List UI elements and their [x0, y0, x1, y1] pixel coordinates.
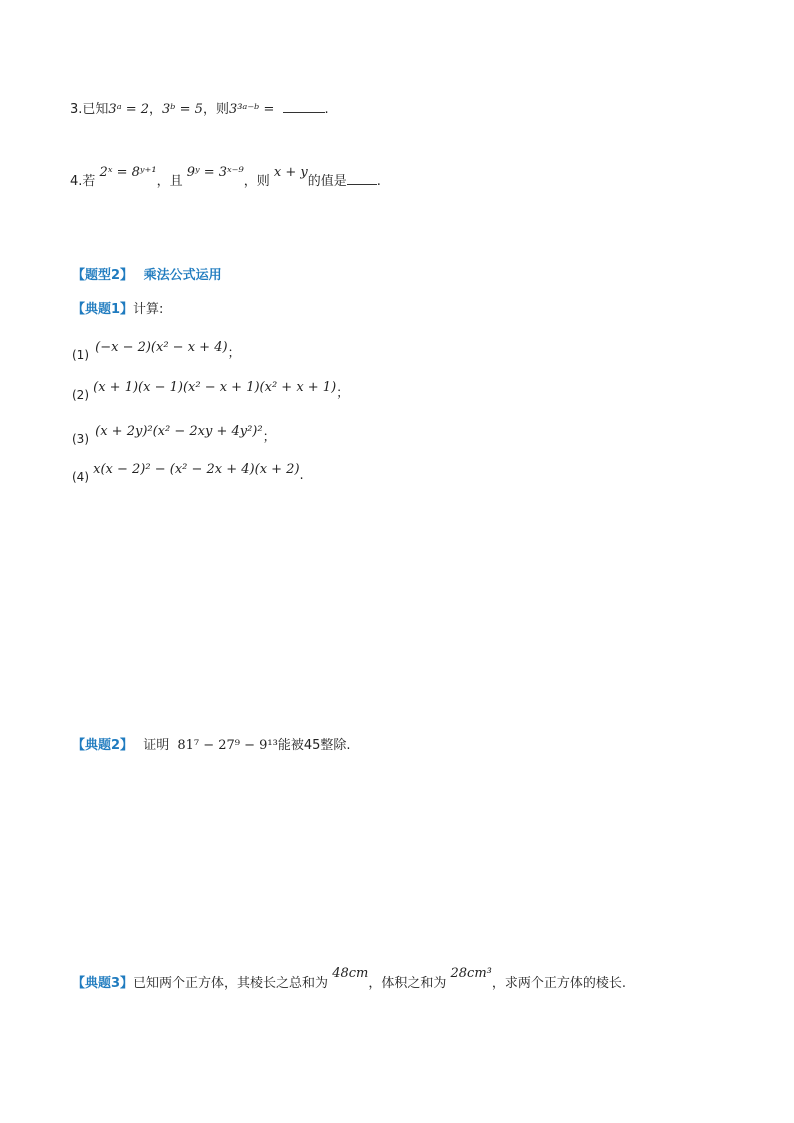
example-3-text-a: 已知两个正方体，其棱长之总和为: [133, 976, 329, 991]
item-end: ；: [336, 386, 350, 401]
problem-3-end: .: [324, 102, 329, 117]
problem-3-given: 已知: [82, 102, 109, 117]
section-heading: [72, 264, 222, 283]
example-2-tag: 【典题2】: [72, 738, 134, 753]
item-label: (1): [72, 348, 89, 362]
problem-3-equation-1: 3ᵃ = 2: [108, 102, 150, 117]
problem-4-equation-1: 2ˣ = 8ʸ⁺¹: [99, 165, 157, 180]
item-end: ；: [262, 430, 276, 445]
answer-blank: [283, 102, 325, 113]
problem-4: [70, 165, 381, 189]
item-label: (2): [72, 388, 89, 402]
problem-3-expression: 3³ᵃ⁻ᵇ =: [228, 102, 275, 117]
list-item: [72, 336, 241, 362]
problem-3: [70, 98, 329, 117]
item-expression: (−x − 2)(x² − x + 4): [95, 340, 228, 355]
item-expression: x(x − 2)² − (x² − 2x + 4)(x + 2): [93, 462, 300, 477]
problem-4-separator-1: ，且: [156, 174, 183, 189]
problem-3-number: 3.: [70, 102, 83, 117]
example-2-text-a: 证明: [143, 738, 170, 753]
problem-4-lead: 4.若: [70, 174, 96, 189]
example-3-tag: 【典题3】: [72, 976, 134, 991]
item-expression: (x + 2y)²(x² − 2xy + 4y²)²: [95, 424, 263, 439]
example-1-heading: [72, 298, 163, 317]
item-label: (3): [72, 432, 89, 446]
answer-blank: [347, 174, 377, 185]
list-item: [72, 462, 304, 484]
problem-4-tail: 的值是: [307, 174, 347, 189]
example-2-text-b: 能被45整除.: [277, 738, 351, 753]
item-expression: (x + 1)(x − 1)(x² − x + 1)(x² + x + 1): [93, 380, 337, 395]
problem-4-separator-2: ，则: [243, 174, 270, 189]
problem-4-expression: x + y: [273, 165, 308, 180]
problem-3-separator-1: ，: [149, 102, 163, 117]
problem-3-equation-2: 3ᵇ = 5: [162, 102, 203, 117]
example-1-text: 计算:: [133, 302, 164, 317]
example-2-expression: 81⁷ − 27⁹ − 9¹³: [177, 738, 278, 753]
example-3-value-2: 28cm³: [450, 966, 492, 981]
section-tag: 【题型2】: [72, 268, 134, 283]
problem-3-separator-2: ，则: [202, 102, 229, 117]
example-3-text-c: ，求两个正方体的棱长.: [491, 976, 627, 991]
list-item: [72, 420, 276, 446]
example-2: [72, 734, 351, 753]
list-item: [72, 376, 350, 402]
item-end: ；: [227, 346, 241, 361]
problem-4-equation-2: 9ʸ = 3ˣ⁻⁹: [186, 165, 244, 180]
item-label: (4): [72, 470, 89, 484]
example-1-tag: 【典题1】: [72, 302, 134, 317]
section-title: 乘法公式运用: [143, 268, 222, 283]
example-3-text-b: ，体积之和为: [368, 976, 447, 991]
example-3-value-1: 48cm: [332, 966, 369, 981]
item-end: .: [299, 468, 304, 483]
problem-4-end: .: [376, 174, 381, 189]
example-3: [72, 966, 627, 991]
